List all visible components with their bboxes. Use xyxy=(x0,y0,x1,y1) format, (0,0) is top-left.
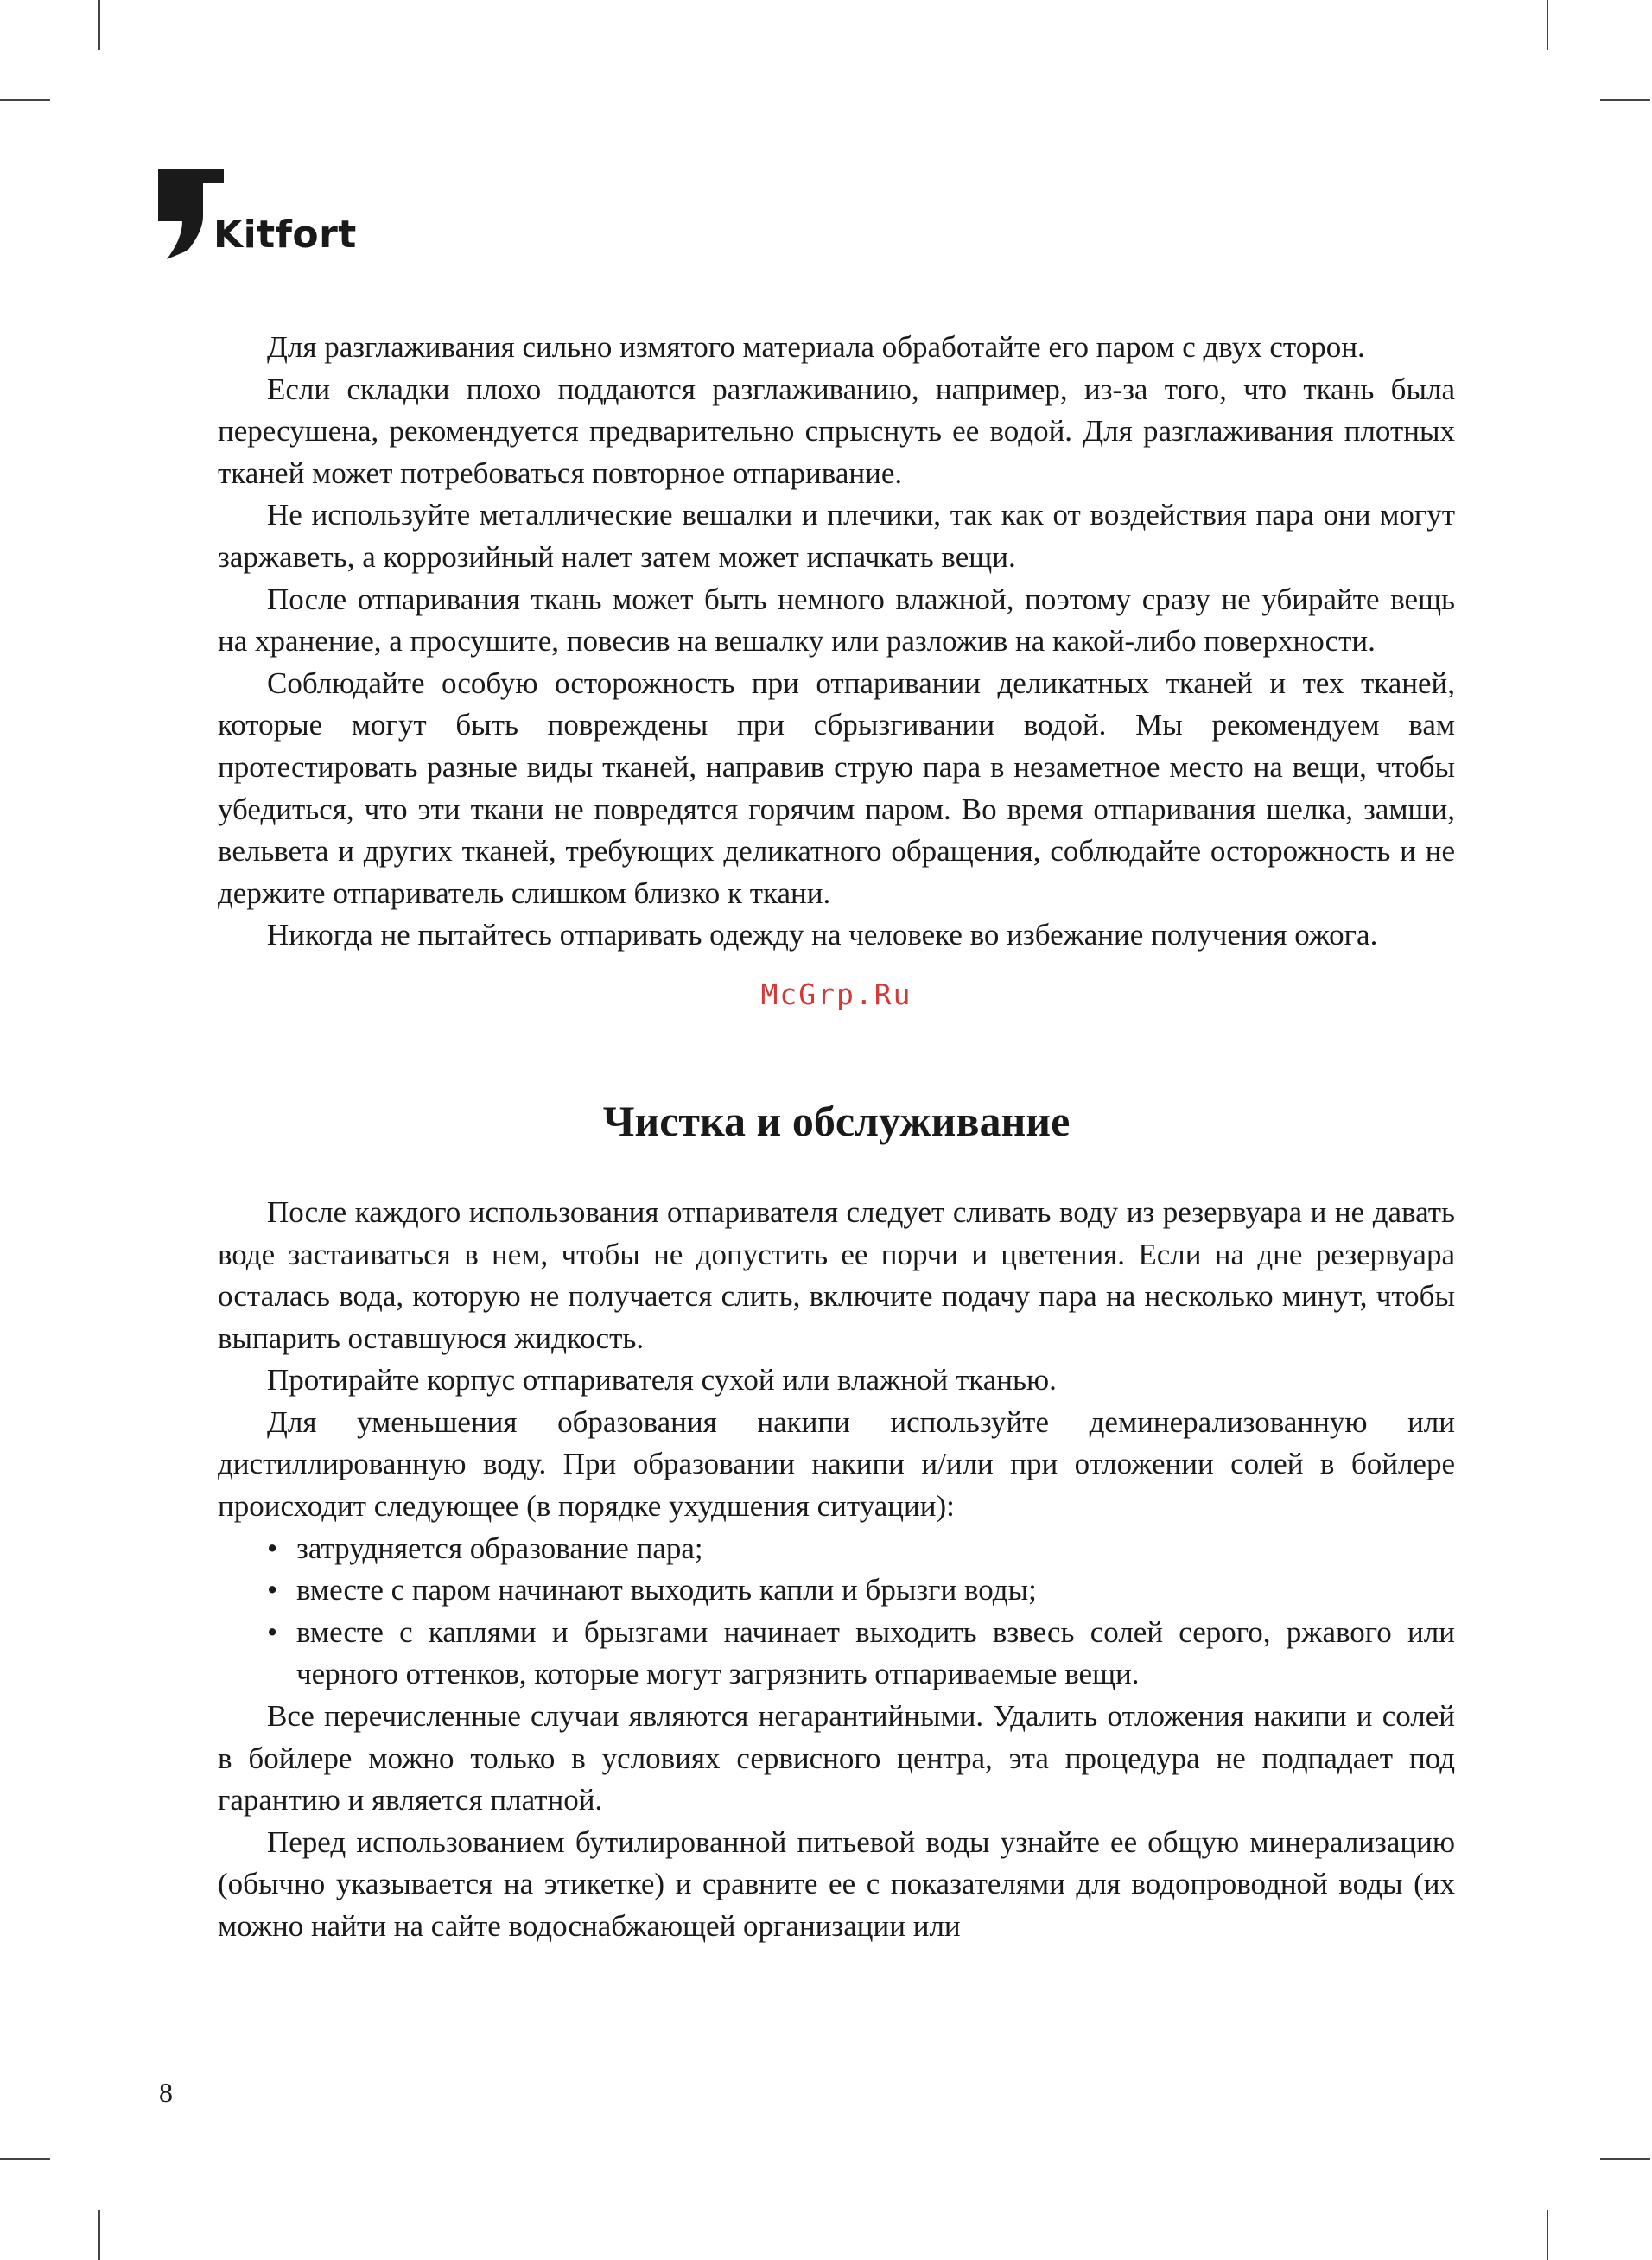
bullet-icon: • xyxy=(267,1531,278,1565)
list-item-text: вместе с паром начинают выходить капли и брызги воды; xyxy=(296,1573,1037,1607)
crop-mark xyxy=(1547,0,1548,50)
list-item xyxy=(218,1528,1455,1570)
section-heading: Чистка и обслуживание xyxy=(602,1096,1071,1145)
list-item-text: затрудняется образование пара; xyxy=(296,1531,703,1565)
brand-name: Kitfort xyxy=(213,213,357,257)
paragraph: Никогда не пытайтесь отпаривать одежду на человеке во избежание получения ожога. xyxy=(267,918,1378,952)
paragraph: Перед использованием бутилированной питьевой воды узнайте ее общую минерализацию (обычно указывается на этикетке) и сравните ее с показателями для водопроводной воды (их можно найти на сайте водоснабжающей организации или xyxy=(218,1824,1455,1943)
watermark-link[interactable]: McGrp.Ru xyxy=(760,977,912,1011)
paragraph: Протирайте корпус отпаривателя сухой или влажной тканью. xyxy=(267,1363,1057,1397)
page-content xyxy=(218,327,1455,1948)
list-item xyxy=(218,1569,1455,1612)
paragraph: Не используйте металлические вешалки и плечики, так как от воздействия пара они могут заржаветь, а коррозийный налет затем может испачкать вещи. xyxy=(218,498,1455,574)
paragraph: Соблюдайте особую осторожность при отпаривании деликатных тканей и тех тканей, которые могут быть повреждены при сбрызгивании водой. Мы рекомендуем вам протестировать разные виды тканей, направив струю пара в незаметное место на вещи, чтобы убедиться, что эти ткани не повредятся горячим паром. Во время отпаривания шелка, замши, вельвета и других тканей, требующих деликатного обращения, соблюдайте осторожность и не держите отпариватель слишком близко к ткани. xyxy=(218,665,1455,910)
crop-mark xyxy=(1547,2210,1548,2260)
paragraph: Для уменьшения образования накипи используйте деминерализованную или дистиллированную воду. При образовании накипи и/или при отложении солей в бойлере происходит следующее (в порядке ухудшения ситуации): xyxy=(218,1404,1455,1524)
kitfort-logo xyxy=(158,169,357,264)
crop-mark xyxy=(1600,99,1650,101)
crop-mark xyxy=(1600,2158,1650,2160)
bullet-icon: • xyxy=(267,1614,278,1649)
page-number: 8 xyxy=(159,2077,173,2108)
bullet-list xyxy=(218,1528,1455,1696)
crop-mark xyxy=(98,2210,100,2260)
paragraph: Если складки плохо поддаются разглаживанию, например, из-за того, что ткань была пересушена, рекомендуется предварительно спрыснуть ее водой. Для разглаживания плотных тканей может потребоваться повторное отпаривание. xyxy=(218,372,1455,490)
paragraph: Для разглаживания сильно измятого материала обработайте его паром с двух сторон. xyxy=(267,330,1365,364)
crop-mark xyxy=(0,2158,50,2160)
crop-mark xyxy=(98,0,100,50)
crop-mark xyxy=(0,99,50,101)
paragraph: После отпаривания ткань может быть немного влажной, поэтому сразу не убирайте вещь на хранение, а просушите, повесив на вешалку или разложив на какой-либо поверхности. xyxy=(218,582,1455,659)
paragraph: После каждого использования отпаривателя следует сливать воду из резервуара и не давать воде застаиваться в нем, чтобы не допустить ее порчи и цветения. Если на дне резервуара осталась вода, которую не получается слить, включите подачу пара на несколько минут, чтобы выпарить оставшуюся жидкость. xyxy=(218,1194,1455,1355)
paragraph: Все перечисленные случаи являются негарантийными. Удалить отложения накипи и солей в бойлере можно только в условиях сервисного центра, эта процедура не подпадает под гарантию и является платной. xyxy=(218,1699,1455,1818)
list-item-text: вместе с каплями и брызгами начинает выходить взвесь солей серого, ржавого или черного оттенков, которые могут загрязнить отпариваемые вещи. xyxy=(296,1614,1455,1691)
list-item xyxy=(218,1612,1455,1696)
bullet-icon: • xyxy=(267,1573,278,1607)
